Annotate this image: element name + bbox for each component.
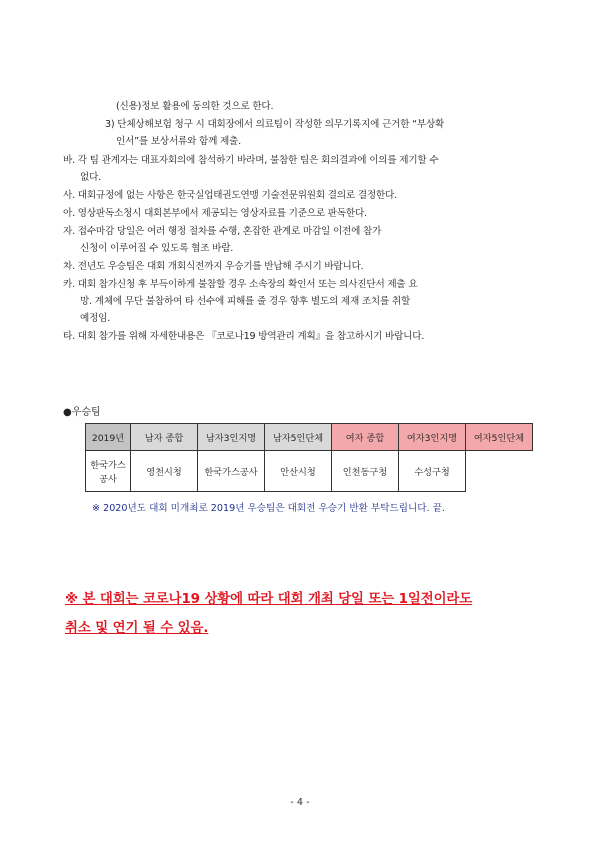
winners-note: ※ 2020년도 대회 미개최로 2019년 우승팀은 대회전 우승기 반환 부탁드립니다. 끝. xyxy=(92,503,445,514)
body-line-ka-1: 카. 대회 참가신청 후 부득이하게 불참할 경우 소속장의 확인서 또는 의사진단서 제출 요 xyxy=(63,279,418,290)
body-line-insurance-2: 인서”를 보상서류와 함께 제출. xyxy=(116,136,241,147)
winner-women-5-team: 수성구청 xyxy=(399,451,466,492)
body-line-ja-1: 자. 접수마감 당일은 여러 행정 절차를 수행, 혼잡한 관계로 마감일 이전에 참가 xyxy=(63,226,382,237)
winner-women-overall: 안산시청 xyxy=(265,451,332,492)
body-line-sa: 사. 대회규정에 없는 사항은 한국실업태권도연맹 기술전문위원회 결의로 결정한다. xyxy=(63,190,397,201)
header-men-5-team: 남자5인단체 xyxy=(265,424,332,451)
header-men-overall: 남자 종합 xyxy=(131,424,198,451)
year-cell: 2019년 xyxy=(86,424,131,451)
winner-men-3-nominated: 영천시청 xyxy=(131,451,198,492)
header-women-overall: 여자 종합 xyxy=(332,424,399,451)
body-line-a: 아. 영상판독소청시 대회본부에서 제공되는 영상자료를 기준으로 판독한다. xyxy=(63,208,367,219)
body-line-ja-2: 신청이 이루어질 수 있도록 협조 바람. xyxy=(80,243,234,254)
header-women-3-nominated: 여자3인지명 xyxy=(399,424,466,451)
header-men-3-nominated: 남자3인지명 xyxy=(198,424,265,451)
body-line-ta: 타. 대회 참가를 위해 자세한내용은 『코로나19 방역관리 계획』을 참고하시기 바랍니다. xyxy=(63,331,425,342)
winners-table xyxy=(85,423,533,492)
body-line-ba-1: 바. 각 팀 관계자는 대표자회의에 참석하기 바라며, 불참한 팀은 회의결과에 이의를 제기할 수 xyxy=(63,155,439,166)
winner-men-5-team: 한국가스공사 xyxy=(198,451,265,492)
body-line-ka-3: 예정임. xyxy=(80,313,111,324)
body-line-consent: (신용)정보 활용에 동의한 것으로 한다. xyxy=(116,101,274,112)
warning-line-1: ※ 본 대회는 코로나19 상황에 따라 대회 개최 당일 또는 1일전이라도 xyxy=(65,592,473,607)
warning-line-2: 취소 및 연기 될 수 있음. xyxy=(65,621,209,636)
header-women-5-team: 여자5인단체 xyxy=(466,424,533,451)
winner-men-overall: 한국가스공사 xyxy=(86,451,131,492)
body-line-insurance-1: 3) 단체상해보험 청구 시 대회장에서 의료팀이 작성한 의무기록지에 근거한 “부상확 xyxy=(105,119,445,130)
body-line-cha: 차. 전년도 우승팀은 대회 개회식전까지 우승기를 반납해 주시기 바랍니다. xyxy=(63,261,364,272)
page-number: - 4 - xyxy=(290,797,310,808)
winner-women-3-nominated: 인천동구청 xyxy=(332,451,399,492)
winners-title: ●우승팀 xyxy=(63,407,101,418)
body-line-ba-2: 없다. xyxy=(80,172,101,183)
body-line-ka-2: 망. 계체에 무단 불참하여 타 선수에 피해를 줄 경우 향후 별도의 제재 조치를 취할 xyxy=(80,296,411,307)
